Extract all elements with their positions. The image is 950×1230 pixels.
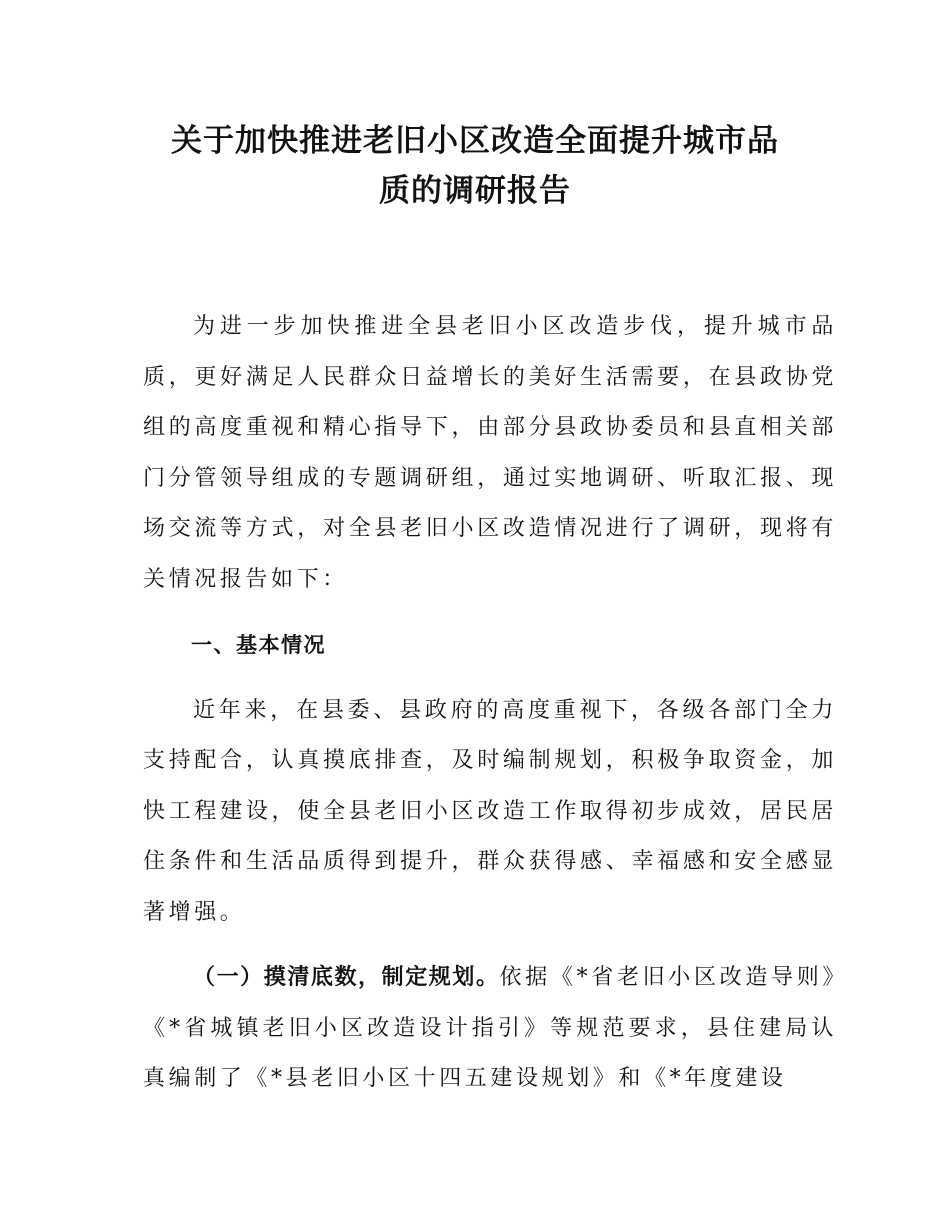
spacer [143, 605, 837, 620]
section-1-paragraph: 近年来，在县委、县政府的高度重视下，各级各部门全力支持配合，认真摸底排查，及时编制规划，积极争取资金，加快工程建设，使全县老旧小区改造工作取得初步成效，居民居住条件和生活品质得到提升，群众获得感、幸福感和安全感显著增强。 [143, 697, 837, 925]
intro-paragraph: 为进一步加快推进全县老旧小区改造步伐，提升城市品质，更好满足人民群众日益增长的美好生活需要，在县政协党组的高度重视和精心指导下，由部分县政协委员和县直相关部门分管领导组成的专题调研组，通过实地调研、听取汇报、现场交流等方式，对全县老旧小区改造情况进行了调研，现将有关情况报告如下： [143, 314, 837, 592]
subsection-1-lead: （一）摸清底数，制定规划。 [193, 965, 500, 990]
spacer [143, 671, 837, 686]
document-title [120, 116, 830, 216]
title-line-2: 质的调研报告 [379, 173, 571, 209]
title-line-1: 关于加快推进老旧小区改造全面提升城市品 [171, 123, 779, 159]
subsection-1-paragraph [143, 953, 837, 1105]
subsection-1-text: 依据《*省老旧小区改造导则》《*省城镇老旧小区改造设计指引》等规范要求，县住建局认真编制了《*县老旧小区十四五建设规划》和《*年度建设 [143, 965, 837, 1091]
spacer [143, 938, 837, 953]
document-body [143, 302, 837, 1105]
section-heading-basic-situation: 一、基本情况 [191, 633, 326, 657]
